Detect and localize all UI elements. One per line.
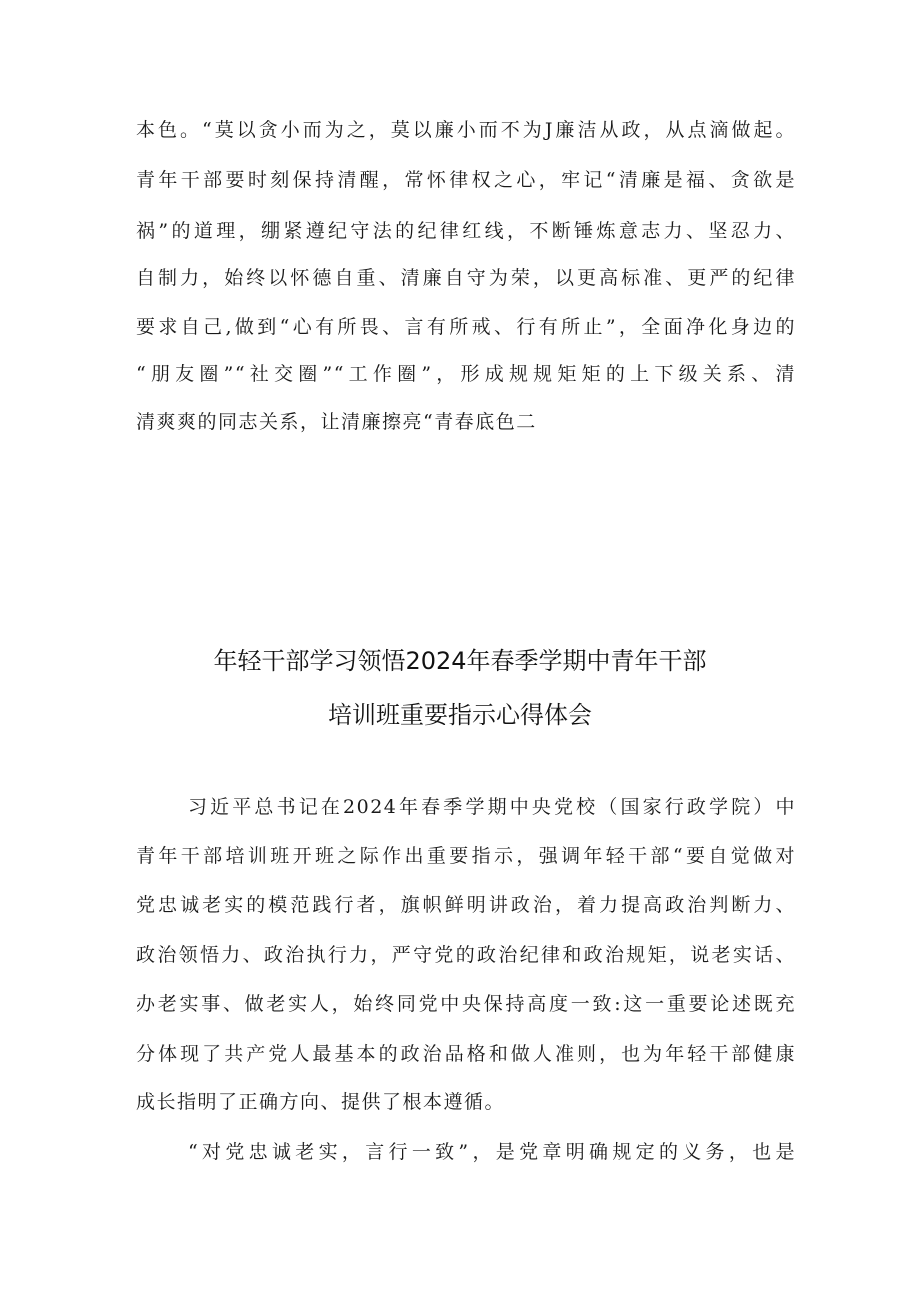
top-paragraph-line: 要求自己,做到“心有所畏、言有所戒、行有所止”，全面净化身边的 [136, 316, 796, 338]
top-paragraph-line: 本色。“莫以贪小而为之，莫以廉小而不为J廉洁从政，从点滴做起。 [136, 119, 796, 141]
body-paragraph-line: 政治领悟力、政治执行力，严守党的政治纪律和政治规矩，说老实话、 [136, 944, 796, 966]
document-title-line-2: 培训班重要指示心得体会 [328, 701, 592, 729]
body-paragraph-line: 成长指明了正确方向、提供了根本遵循。 [136, 1091, 506, 1113]
body-paragraph-line: 习近平总书记在2024年春季学期中央党校（国家行政学院）中 [188, 796, 796, 818]
top-paragraph-line: 祸”的道理，绷紧遵纪守法的纪律红线，不断锤炼意志力、坚忍力、 [136, 220, 796, 242]
body-paragraph-line: 党忠诚老实的模范践行者，旗帜鲜明讲政治，着力提高政治判断力、 [136, 894, 796, 916]
top-paragraph-line: 青年干部要时刻保持清醒，常怀律权之心，牢记“清廉是福、贪欲是 [136, 169, 796, 191]
body-paragraph-line: 办老实事、做老实人，始终同党中央保持高度一致:这一重要论述既充 [136, 993, 796, 1015]
top-paragraph-line: “朋友圈”“社交圈”“工作圈”，形成规规矩矩的上下级关系、清 [136, 363, 796, 385]
body-paragraph-line: 青年干部培训班开班之际作出重要指示，强调年轻干部“要自觉做对 [136, 845, 796, 867]
body-paragraph-line: 分体现了共产党人最基本的政治品格和做人准则，也为年轻干部健康 [136, 1043, 796, 1065]
body-paragraph-line: “对党忠诚老实，言行一致”，是党章明确规定的义务，也是 [188, 1141, 796, 1163]
document-title-line-1: 年轻干部学习领悟2024年春季学期中青年干部 [213, 647, 707, 675]
top-paragraph-line: 自制力，始终以怀德自重、清廉自守为荣，以更高标准、更严的纪律 [136, 267, 796, 289]
top-paragraph-line: 清爽爽的同志关系，让清廉擦亮“青春底色二 [136, 411, 537, 433]
